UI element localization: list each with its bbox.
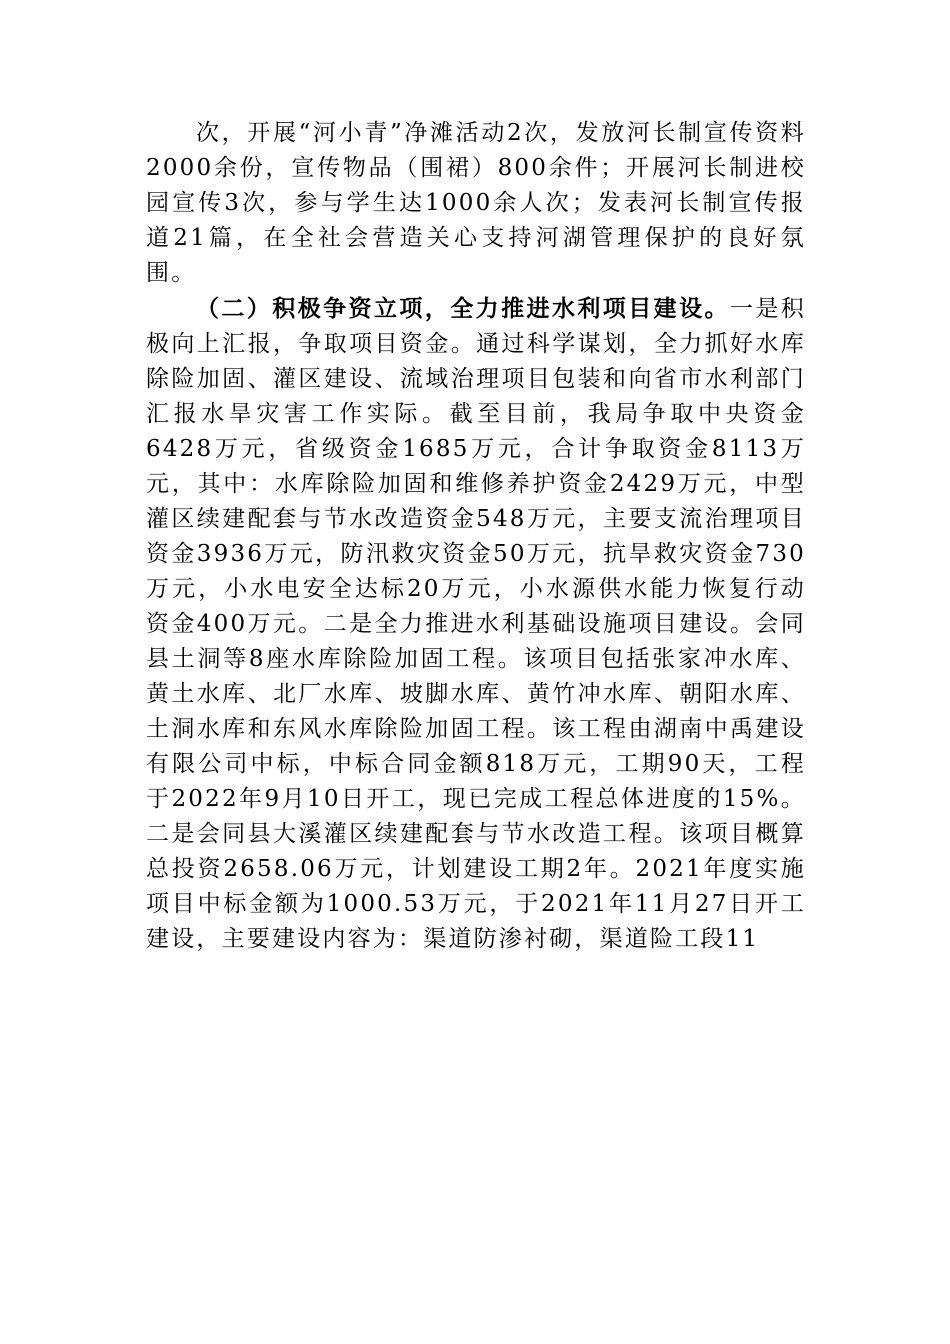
section-heading: （二）积极争资立项，全力推进水利项目建设。: [196, 295, 730, 322]
paragraph-2-text: 一是积极向上汇报，争取项目资金。通过科学谋划，全力抓好水库除险加固、灌区建设、流域治理项目包装和向省市水利部门汇报水旱灾害工作实际。截至目前，我局争取中央资金6428万元，省级资金1685万元，合计争取资金8113万元，其中：水库除险加固和维修养护资金2429万元，中型灌区续建配套与节水改造资金548万元，主要支流治理项目资金3936万元，防汛救灾资金50万元，抗旱救灾资金730万元，小水电安全达标20万元，小水源供水能力恢复行动资金400万元。二是全力推进水利基础设施项目建设。会同县土洞等8座水库除险加固工程。该项目包括张家冲水库、黄土水库、北厂水库、坡脚水库、黄竹冲水库、朝阳水库、土洞水库和东风水库除险加固工程。该工程由湖南中禹建设有限公司中标，中标合同金额818万元，工期90天，工程于2022年9月10日开工，现已完成工程总体进度的15%。二是会同县大溪灌区续建配套与节水改造工程。该项目概算总投资2658.06万元，计划建设工期2年。2021年度实施项目中标金额为1000.53万元，于2021年11月27日开工建设，主要建设内容为：渠道防渗衬砌，渠道险工段11: [146, 296, 806, 952]
paragraph-1: [146, 116, 806, 291]
paragraph-2: [146, 291, 806, 957]
paragraph-1-text: 次，开展“河小青”净滩活动2次，发放河长制宣传资料2000余份，宣传物品（围裙）800余件；开展河长制进校园宣传3次，参与学生达1000余人次；发表河长制宣传报道21篇，在全社会营造关心支持河湖管理保护的良好氛围。: [146, 120, 806, 286]
body-text: [146, 116, 806, 957]
